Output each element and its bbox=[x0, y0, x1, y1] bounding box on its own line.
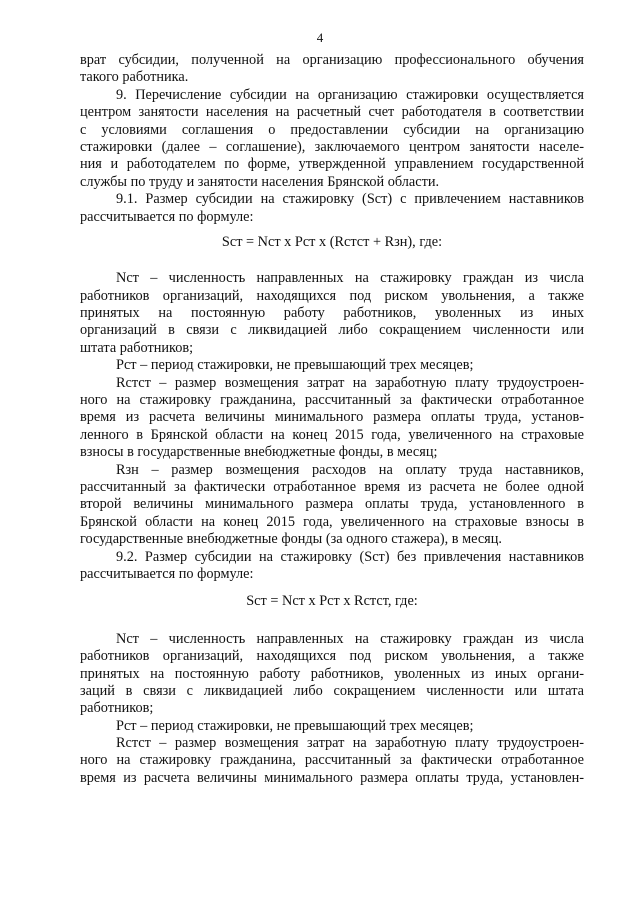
text-line: государственные внебюджетные фонды (за одного стажера), в месяц. bbox=[80, 531, 502, 548]
text-line: заций в связи с ликвидацией либо сокращением численности или штата bbox=[80, 682, 584, 699]
formula-with-mentors: Sст = Nст х Рст х (Rстст + Rзн), где: bbox=[221, 233, 443, 250]
text-line: Рст – период стажировки, не превышающий трех месяцев; bbox=[116, 717, 474, 734]
text-line: центром занятости населения на расчетный счет работодателя в соответствии bbox=[80, 104, 584, 121]
text-line: время из расчета величины минимального размера оплаты труда, установ- bbox=[80, 409, 584, 426]
paragraph-9 bbox=[80, 87, 584, 191]
text-line: принятых на постоянную работу работников, уволенных из иных органи- bbox=[80, 665, 584, 682]
text-line: ния и работодателем по форме, утвержденной управлением государственной bbox=[80, 156, 584, 173]
text-line: 9.1. Размер субсидии на стажировку (Sст) с привлечением наставников bbox=[116, 191, 584, 208]
text-line: Rстст – размер возмещения затрат на заработную плату трудоустроен- bbox=[116, 374, 584, 391]
paragraph-9-1 bbox=[80, 191, 584, 226]
paragraph-9-2 bbox=[80, 549, 584, 584]
text-line: врат субсидии, полученной на организацию профессионального обучения bbox=[80, 52, 584, 68]
text-line: ного на стажировку гражданина, рассчитанный за фактически отработанное bbox=[80, 392, 584, 409]
text-line: рассчитывается по формуле: bbox=[80, 565, 254, 582]
page-number: 4 bbox=[316, 30, 324, 45]
document-body bbox=[80, 52, 584, 787]
text-line: рассчитывается по формуле: bbox=[80, 208, 254, 225]
spacer bbox=[80, 251, 584, 270]
text-line: Rстст – размер возмещения затрат на заработную плату трудоустроен- bbox=[116, 735, 584, 752]
paragraph-continuation bbox=[80, 52, 584, 87]
text-line: принятых на постоянную работу работников, уволенных из иных bbox=[80, 305, 584, 322]
text-line: 9. Перечисление субсидии на организацию стажировки осуществляется bbox=[116, 86, 584, 103]
text-line: ного на стажировку гражданина, рассчитанный за фактически отработанное bbox=[80, 752, 584, 769]
spacer bbox=[80, 226, 584, 234]
definition-rst bbox=[80, 357, 584, 374]
text-line: второй величины минимального размера оплаты труда, установленного в bbox=[80, 496, 584, 513]
text-line: Брянской области на конец 2015 года, увеличенного на страховые взносы в bbox=[80, 513, 584, 530]
text-line: работников; bbox=[80, 700, 154, 717]
definition-rstst bbox=[80, 375, 584, 462]
text-line: ленного в Брянской области на конец 2015 года, увеличенного на страховые bbox=[80, 426, 584, 443]
text-line: такого работника. bbox=[80, 69, 189, 86]
definition-nst-2 bbox=[80, 631, 584, 718]
text-line: Рст – период стажировки, не превышающий трех месяцев; bbox=[116, 357, 474, 374]
text-line: Nст – численность направленных на стажировку граждан из числа bbox=[116, 270, 584, 287]
definition-rzn bbox=[80, 462, 584, 549]
text-line: 9.2. Размер субсидии на стажировку (Sст) без привлечения наставников bbox=[116, 548, 584, 565]
formula-without-mentors: Sст = Nст х Рст х Rстст, где: bbox=[246, 593, 418, 610]
definition-rst-2 bbox=[80, 718, 584, 735]
text-line: рассчитанный за фактически отработанное время из расчета не более одной bbox=[80, 478, 584, 495]
definition-rstst-2 bbox=[80, 735, 584, 787]
text-line: Nст – численность направленных на стажировку граждан из числа bbox=[116, 630, 584, 647]
definition-nst bbox=[80, 270, 584, 357]
text-line: время из расчета величины минимального размера оплаты труда, установлен- bbox=[80, 769, 584, 786]
text-line: взносы в государственные внебюджетные фонды, в месяц; bbox=[80, 444, 438, 461]
text-line: организаций в связи с ликвидацией либо сокращением численности или bbox=[80, 322, 584, 339]
text-line: работников организаций, находящихся под риском увольнения, а также bbox=[80, 287, 584, 304]
text-line: стажировки (далее – соглашение), заключаемого центром занятости населе- bbox=[80, 138, 584, 155]
text-line: службы по труду и занятости населения Брянской области. bbox=[80, 173, 440, 190]
text-line: Rзн – размер возмещения расходов на оплату труда наставников, bbox=[116, 461, 584, 478]
text-line: работников организаций, находящихся под риском увольнения, а также bbox=[80, 648, 584, 665]
spacer bbox=[80, 611, 584, 631]
spacer bbox=[80, 583, 584, 593]
text-line: штата работников; bbox=[80, 339, 194, 356]
text-line: с условиями соглашения о предоставлении субсидии на организацию bbox=[80, 121, 584, 138]
